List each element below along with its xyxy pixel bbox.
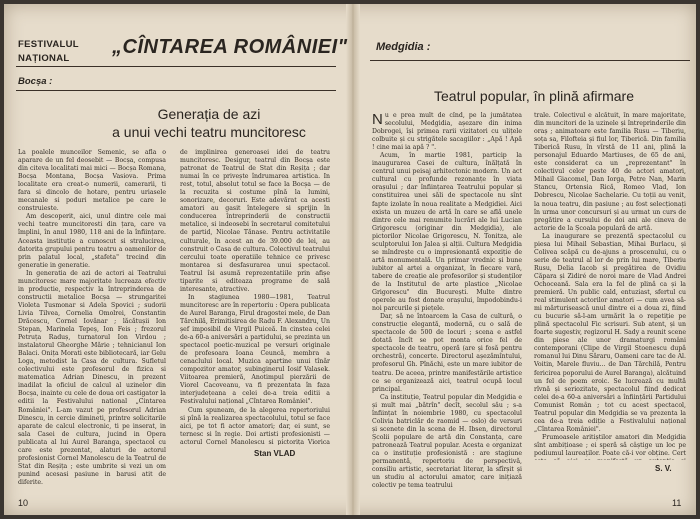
kicker-line-2: NAȚIONAL — [18, 53, 70, 64]
left-page-column-2 — [180, 149, 330, 445]
section-rule-left — [16, 90, 336, 91]
article-paragraph: Ca instituție, Teatrul popular din Medgidia e și mult mai „bătrîn" decît, secolul său ; s-a înființat în noiembrie 1980, cu spectacolul Colivia batriclăr de raomid — oslo) de versuri și scenete din la scena de H. Ibsen, directorul Școlii populare de artă din Constanța, care patronează Teatrul popular. Acesta e organizat ca o instituție profesionistă : are stagiune permanentă, repertoriu de perspectivă, consiliu artistic, secretariat literar, la sfîrșit și un studiu al actorului amator, care inițiază colectiv pe tema teatrului — [372, 393, 522, 490]
left-section-label: Bocșa : — [18, 76, 53, 87]
article-paragraph: Acum, în martie 1981, particip la inaugurarea Casei de cultura, înălțată în centrul unui peisaj arhitectonic modern. Un act cultural cu profunde rezonanțe în viata orașului ; dar înființarea Teatrului popular și constituirea unei săli de spectacole nu sînt fapte izolate în noua realitate a Medgidiei. Aici exista un muzeu de artă în care se află unele dintre cele mai renumite lucrări ale lui Lucian Grigorescu (originar din Medgidia), ale pictorilor Nicolae Grigorescu, N. Tonitza, ale sculptorului Ion Jalea și alții. Cultura Medgidia se mîndrește cu o impresionantă expoziție de artă monumentală. Un primar vrednic și bune iubitor al artei a organizat, în fiecare vară, tabere de creație ale profesorilor și studenților de la Institutul de arte plastice „Nicolae Grigorescu" din București. Multe dintre operele au fost donate orașului, împodobindu-i noi parcurile și piețele. — [372, 152, 522, 313]
article-paragraph: trale. Colectivul e alcătuit, în mare majoritate, din muncitori de la uzinele și întreprinderile din oraș ; animatoare este familia Rusu — Tiberiu, soța sa, Filofteia și fiul lor, Tiberică. Din familia Tiberică Rusu, în vîrstă de 11 ani, plină la personajul Eduardo Martiuses, de 65 de ani, este considerat ca un „reprezentant" în colectivul celor peste 40 de actori amatori, Mihail Giacomel, Dan Iorga, Petre Nan, Marin Stancu, Ortensia Rică, Romeo Vlad, Ion Dobrescu, Nicolae Sachelarie. Cu toții au venit, la noua teatru, din pasiune ; au fost selecționați în urma unor concursuri și au urmat un curs de pregătire a cursului de doi ani ale cineva de actorie de la Școala populară de artă. — [534, 112, 686, 232]
article-paragraph: La inaugurare se prezentă spectacolul cu piesa lui Mihail Sebastian, Mihai Burlacu, și Colivea scăpă cu de-ajuns a proscenului, cu o serie de teatrul al lor de prin lui mare, Tiberiu Rusu, Delia Iacob și pregătirea de Ovidiu Căpara și Zidiré de noroi mare de Vlad Andrei Ochoceană. Sala era la fel de plină ca și la premieră. Un public cald, entuziast, sfertul cu real stimulent actorilor amatori — cum avea să-mi mărturisească unul dintre ei a doua zi, fiind cu bucurie să-l-am urmărit la o repetiție pe plină spectacolul Fic scrisuri. Sub atent, și un foarte sugestiv, regizorul H. Sady a reunit scene din piese ale unor dramaturgi români contemporani (Clipe de Virgil Stoenescu după romanul lui Dinu Săraru, Oameni care tac de Al. Voitin, Marele fluviu... de Dan Tărchilă, Pentru fericirea poporului de Aurel Baranga), alcătuind un fel de poem eroic. Se lucrează cu multă rîvnă și seriozitate, spectacolul fiind dedicat celei de-a 60-a aniversări a înființării Partidului Comunist Român ; tot cu acest spectacol, Teatrul popular din Medgidia se va prezenta la cea de-a treia ediție a Festivalului național „Cîntarea României". — [534, 232, 686, 433]
right-section-label: Medgidia : — [376, 41, 431, 53]
magazine-spread — [4, 4, 696, 515]
page-number-left: 10 — [18, 498, 29, 508]
left-page-column-1 — [18, 149, 166, 487]
article-paragraph: de implinirea generoasei idei de teatru muncitoresc. Desigur, teatrul din Bocșa este patronat de Teatrul de Stat din Reșița ; dar numai în ce privește îndrumarea artistica. In rest, totul, absolut totul se face la Bocșa — de la recuzita si costume pînă la lumini, sonorizare, decoruri. Este adevărat ca acesti amatori au gasit întelegere si sprijin în conducerea întreprinderii de constructii metalice, si indeosebi în secretarul comitetului de partid, Nicolae Tănase. Pentru activitatile culturale, în acest an de 39.000 de lei, au construit o Casa de cultura. Colectivul teatrului cercului toate operatiile tehnice ce privesc montarea si desfasurarea unui spectacol. Teatrul îsi asumă reprezentatiile prin afișe tiparite si editeaza programe de sală interesante, atractive. — [180, 149, 330, 293]
article-signoff: S. V. — [655, 464, 672, 473]
article-paragraph: Frumoasele aritiștilor amatori din Medgidia sînt ambițioase ; ei speră să câștige un loc pe podiumul laureaților. Poate că-i vor obține. Cert — [534, 433, 686, 457]
book-gutter — [346, 4, 360, 515]
article-author: Stan VLAD — [254, 449, 296, 458]
left-title-line-2: a unui vechi teatru muncitoresc — [112, 124, 306, 140]
article-paragraph: In stagiunea 1980—1981, Teatrul muncitoresc are în repertoriu : Opera publicata de Aurel Baranga, Firul dragostei mele, de Dan Tărchilă, Erimitisirea de Radu F. Alexandru, Un șef imposibil de Virgil Puiceă. In cinstea celei de-a 60-a aniversări a partidului, se prezinta un spectacol poetic-muzical pe versuri originale de profesoara Ioana Ceuncă, membra a cenaclului local. Muzica apartine unui tînăr compozitor amator, subinginerul Iosif Valasek. Viitoarea premieră, Anotimpul pierzării de Viorel Cacoveanu, va fi prezentata în faza interjudețeana a celei de-a treia editii a Festivalului național „Cîntarea României". — [180, 293, 330, 406]
festival-masthead: „CÎNTAREA ROMÂNIEI" — [112, 36, 348, 58]
article-paragraph-text: u e prea mult de cînd, pe la jumătatea secolului, Medgidia, așezare din inima Dobrogei, își primea rarii vizitatori cu ulițele colbuite și cu strigătele sacagiilor : „Apă ! Apă ! cine mai ia apă ? ". — [372, 112, 522, 152]
article-paragraph: In generatia de azi de actori ai Teatrului muncitoresc mare majoritate lucreaza efectiv in productie, respectiv la întreprinderea de constructii metalice Bocșa — strungaritei Violeta Tusmonar si Adela Spovici ; sudorii Livia Tilvea, Cornelia Omolrei, Constantin Drăcescu, Cornel Iovănar ; lăcătușii Ion Stepan, Marinela Tepeș, Ion Feis ; frezorul Petruța Raduș, turnatorul Ion Virdou ; instalatorul Gheorghe Mărie ; tehnicianul Ion Balaci. Onița Morati este bibliotecară, iar Gelu Loga, metodist la Casa de cultura. Sufletul colectivului este profesorul de fizica si matematica Adrian Dinescu, in prezent inadilat la oficiul de calcul al uzinelor din Bocșa, inainte cu cele de doua ori castigator la editii la Festivalului national „Cintarea României". L-am vazut pe profesorul Adrian Dinescu, in cercie dimineti, printre solicitarile aparate de calcul electronic, ti pe inserat, in sala Casei de cultura, jucind in Opera publicata al lui Aurel Baranga, spectacol cu care este prezentat, alaturi de actorul profesionist Cornel Manolescu de la Teatrul de Stat din Reșița ; este umbrite si vezi un om punind acesasi pasiune in barusi atit de diferite. — [18, 269, 166, 486]
page-number-right: 11 — [672, 498, 682, 508]
article-paragraph: Am descoperit, aici, unul dintre cele mai vechi teatre muncitoresti din țara, care va împlini, în anul 1980, 118 ani de la înființare. Aceasta instituție a cunoscut si stralucirea, datorita grupului pentru teatru a oamenilor de prin palatul local, „stafeta" trecind din generatie in generatie. — [18, 213, 166, 269]
right-page-column-2 — [534, 112, 686, 460]
drop-cap: N — [372, 112, 383, 128]
festival-kicker — [18, 38, 108, 66]
article-paragraph: Cum spuneam, de la alegerea repertoriului si pînă la realizarea spectacolului, totul se face aici, pe tot fi actor amatori; dar, ei sunt, se ternesc si în regie. Doi artisti profesionisti — actorul Cornel Manolescu si pictorița Viorica — [180, 406, 330, 445]
kicker-line-1: FESTIVALUL — [18, 39, 79, 50]
article-paragraph: Dar, să ne întoarcem la Casa de cultură, o construcție elegantă, modernă, cu o sală de spectacole de 500 de locuri ; scena e astfel dotată încît se pot monta orice fel de spectacole de teatru, operă (are și fosă pentru orchestră), concerte. Directorul așezămîntului, profesorul Gh. Pînăchi, este un mare iubitor de teatru. De aceea, printre manifestările artistice ce se organizează aici, teatrul ocupă locul principal. — [372, 313, 522, 393]
article-paragraph — [372, 112, 522, 152]
left-title-line-1: Generația de azi — [157, 106, 261, 122]
masthead-rule — [16, 66, 336, 67]
section-rule-right — [370, 60, 690, 61]
article-paragraph: La poalele munceilor Semenic, se afla o aparare de un fel deosebit — Bocșa, compusa din citeva localitati mai mici — Bocșa Romana, Bocșa Montana, Bocșa Vasiova. Prima localitate era creat-o numerii, camerarii, ti fara si dincolo de hotare, pentru uriasele mecanale si poduri metalice pe care le construieste. — [18, 149, 166, 213]
right-page-column-1 — [372, 112, 522, 492]
right-title: Teatrul popular, în plină afirmare — [434, 88, 634, 104]
